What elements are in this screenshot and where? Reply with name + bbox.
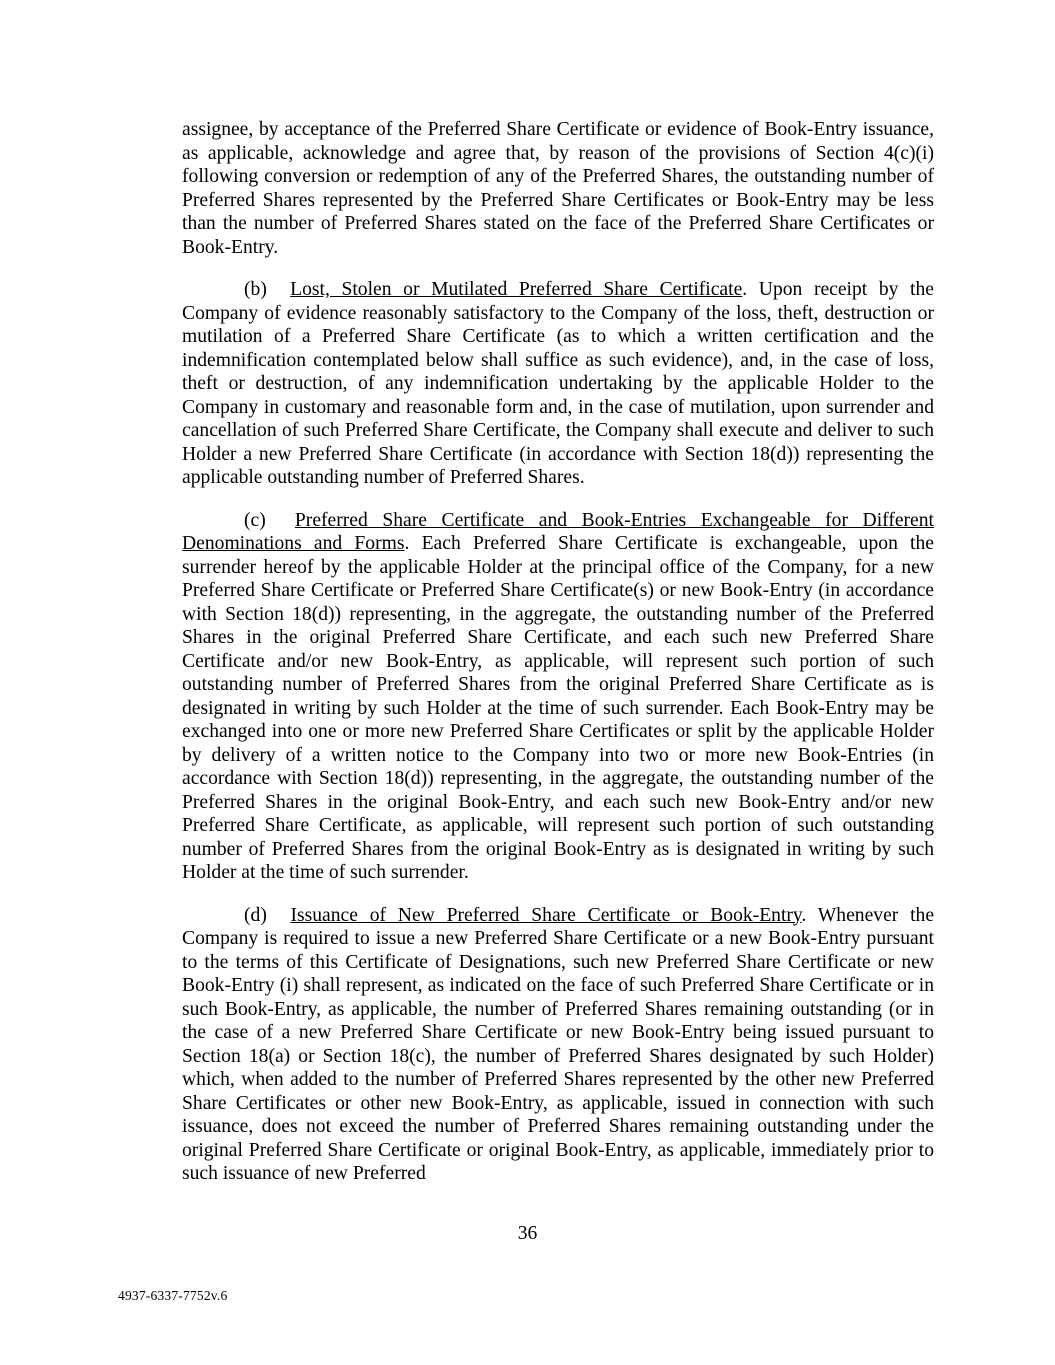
clause-heading-b: Lost, Stolen or Mutilated Preferred Share Certificate [290, 279, 743, 300]
clause-body-c: . Each Preferred Share Certificate is exchangeable, upon the surrender hereof by the applicable Holder at the principal office of the Company, for a new Preferred Share Certificate or Preferred Share Certificate(s) or new Book-Entry (in accordance with Section 18(d)) representing, in the aggregate, the outstanding number of the Preferred Shares in the original Preferred Share Certificate, and each such new Preferred Share Certificate and/or new Book-Entry, as applicable, will represent such portion of such outstanding number of Preferred Shares from the original Preferred Share Certificate as is designated in writing by such Holder at the time of such surrender. Each Book-Entry may be exchanged into one or more new Preferred Share Certificates or split by the applicable Holder by delivery of a written notice to the Company into two or more new Book-Entries (in accordance with Section 18(d)) representing, in the aggregate, the outstanding number of the Preferred Shares in the original Book-Entry, and each such new Book-Entry and/or new Preferred Share Certificate, as applicable, will represent such portion of such outstanding number of Preferred Shares from the original Book-Entry as is designated in writing by such Holder at the time of such surrender. [182, 533, 934, 883]
clause-heading-c: Preferred Share Certificate and Book-Entries Exchangeable for Different Denominations and Forms [182, 509, 934, 554]
clause-marker-b: (b) [244, 279, 267, 300]
paragraph-c [182, 509, 934, 885]
document-body [182, 118, 934, 1205]
clause-body-b: . Upon receipt by the Company of evidence reasonably satisfactory to the Company of the loss, theft, destruction or mutilation of a Preferred Share Certificate (as to which a written certification and the indemnification contemplated below shall suffice as such evidence), and, in the case of loss, theft or destruction, of any indemnification undertaking by the applicable Holder to the Company in customary and reasonable form and, in the case of mutilation, upon surrender and cancellation of such Preferred Share Certificate, the Company shall execute and deliver to such Holder a new Preferred Share Certificate (in accordance with Section 18(d)) representing the applicable outstanding number of Preferred Shares. [182, 279, 934, 488]
paragraph-d [182, 904, 934, 1186]
page-number: 36 [517, 1223, 538, 1244]
clause-heading-d: Issuance of New Preferred Share Certificate or Book-Entry [290, 904, 802, 926]
clause-body-d: . Whenever the Company is required to issue a new Preferred Share Certificate or a new Book-Entry pursuant to the terms of this Certificate of Designations, such new Preferred Share Certificate or new Book-Entry (i) shall represent, as indicated on the face of such Preferred Share Certificate or in such Book-Entry, as applicable, the number of Preferred Shares remaining outstanding (or in the case of a new Preferred Share Certificate or new Book-Entry being issued pursuant to Section 18(a) or Section 18(c), the number of Preferred Shares designated by such Holder) which, when added to the number of Preferred Shares represented by the other new Preferred Share Certificates or other new Book-Entry, as applicable, issued in connection with such issuance, does not exceed the number of Preferred Shares remaining outstanding under the original Preferred Share Certificate or original Book-Entry, as applicable, immediately prior to such issuance of new Preferred [182, 904, 935, 1184]
clause-marker-d: (d) [244, 904, 267, 926]
clause-marker-c: (c) [244, 509, 266, 531]
paragraph-b [182, 278, 934, 490]
paragraph-continuation [182, 118, 934, 259]
document-reference-footer: 4937-6337-7752v.6 [118, 1288, 228, 1303]
paragraph-text: assignee, by acceptance of the Preferred Share Certificate or evidence of Book-Entry issuance, as applicable, acknowledge and agree that, by reason of the provisions of Section 4(c)(i) following conversion or redemption of any of the Preferred Shares, the outstanding number of Preferred Shares represented by the Preferred Share Certificates or Book-Entry may be less than the number of Preferred Shares stated on the face of the Preferred Share Certificates or Book-Entry. [182, 119, 934, 258]
